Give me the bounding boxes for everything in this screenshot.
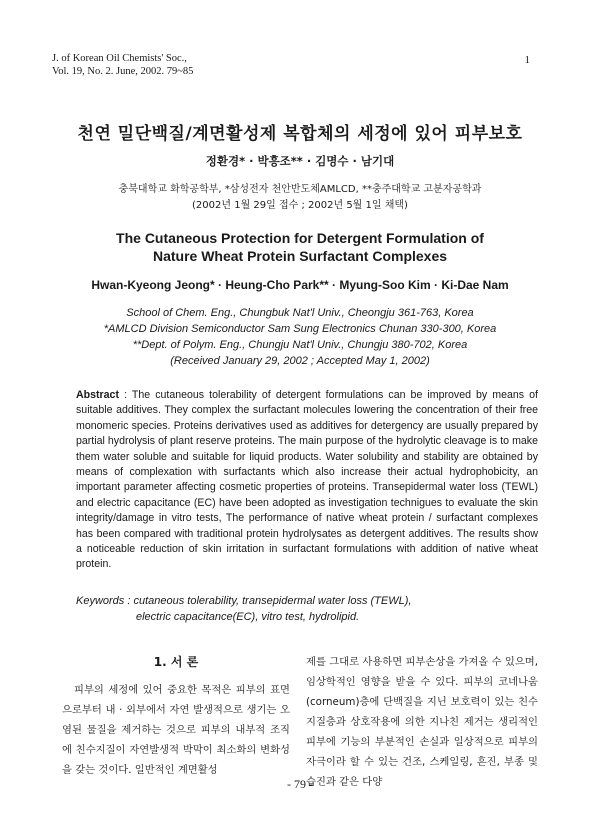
body-paragraph: 피부의 세정에 있어 중요한 목적은 피부의 표면으로부터 내 · 외부에서 자연 발생적으로 생기는 오염된 물질을 제거하는 것으로 피부의 내부적 조직에 친수지질이 자연발생적 박막이 최소화의 변화성을 갖는 것이다. 일반적인 계면활성 [62, 684, 290, 776]
english-title [0, 229, 600, 265]
korean-received-dates: (2002년 1월 29일 접수 ; 2002년 5월 1일 채택) [192, 200, 408, 211]
keywords-line2: electric capacitance(EC), vitro test, hydrolipid. [136, 611, 360, 623]
english-affiliations [0, 305, 600, 369]
keywords [76, 593, 538, 625]
body-column-right [306, 652, 538, 792]
abstract-text: : The cutaneous tolerability of detergent formulations can be improved by means of suitable additives. They complex the surfactant molecules lowering the concentration of their free monomeric species. Proteins derivatives used as additives for detergency are usually prepared by partial hydrolysis of plant reserve proteins. The main purpose of the hydrolytic cleavage is to make them water soluble and suitable for liquid products. Water solubility and stability are obtained by means of complexation with surfactants which also increase their actual hydrophobicity, an important parameter affecting cosmetic properties of proteins. Transepidermal water loss (TEWL) and electric capacitance (EC) have been adopted as investigation technigues to evaluate the skin integrity/damage in vitro tests, The performance of native wheat protein / surfactant complexes has been compared with traditional protein hydrolysates as detergent additives. The results show a noticeable reduction of skin irritation in surfactant formulations with addition of native wheat protein. [76, 389, 538, 571]
korean-affiliation-line: 충북대학교 화학공학부, *삼성전자 천안반도체AMLCD, **충주대학교 고분자공학과 [118, 184, 482, 195]
english-title-line2: Nature Wheat Protein Surfactant Complexes [152, 248, 448, 264]
affiliation-line: School of Chem. Eng., Chungbuk Nat'l Univ., Cheongju 361-763, Korea [126, 307, 474, 319]
korean-title: 천연 밀단백질/계면활성제 복합체의 세정에 있어 피부보호 [77, 124, 523, 144]
keywords-label: Keywords : [76, 595, 131, 607]
section-heading: 1. 서 론 [153, 655, 199, 669]
korean-affiliation [0, 182, 600, 214]
abstract [76, 388, 538, 573]
received-accepted-dates: (Received January 29, 2002 ; Accepted May 1, 2002) [170, 355, 430, 367]
affiliation-line: *AMLCD Division Semiconductor Sam Sung Electronics Chunan 330-300, Korea [103, 323, 497, 335]
abstract-label: Abstract [76, 389, 119, 401]
english-authors: Hwan-Kyeong Jeong* · Heung-Cho Park** · Myung-Soo Kim · Ki-Dae Nam [91, 278, 509, 292]
journal-name: J. of Korean Oil Chemists' Soc., [52, 53, 187, 64]
english-title-line1: The Cutaneous Protection for Detergent Formulation of [116, 230, 484, 246]
page-marker: 1 [524, 54, 530, 66]
journal-citation [52, 52, 193, 78]
korean-authors: 정환경* · 박흥조** · 김명수 · 남기대 [205, 154, 395, 168]
journal-volume: Vol. 19, No. 2. June, 2002. 79~85 [52, 66, 194, 77]
body-column-left [62, 652, 290, 780]
page-number: - 79 - [287, 777, 313, 791]
body-paragraph: 제를 그대로 사용하면 피부손상을 가져올 수 있으며, 임상학적인 영향을 받을 수 있다. 피부의 코네나움(corneum)층에 단백질을 지닌 보호력이 있는 친수지질층과 상호작용에 의한 지나친 제거는 생리적인 피부에 기능의 부분적인 손실과 일상적으로 피부의 자극이라 할 수 있는 건조, 스케일링, 흔진, 부종 및 습진과 같은 다양 [306, 656, 538, 788]
affiliation-line: **Dept. of Polym. Eng., Chungju Nat'l Univ., Chungju 380-702, Korea [132, 339, 468, 351]
keywords-line1: cutaneous tolerability, transepidermal water loss (TEWL), [133, 595, 412, 607]
